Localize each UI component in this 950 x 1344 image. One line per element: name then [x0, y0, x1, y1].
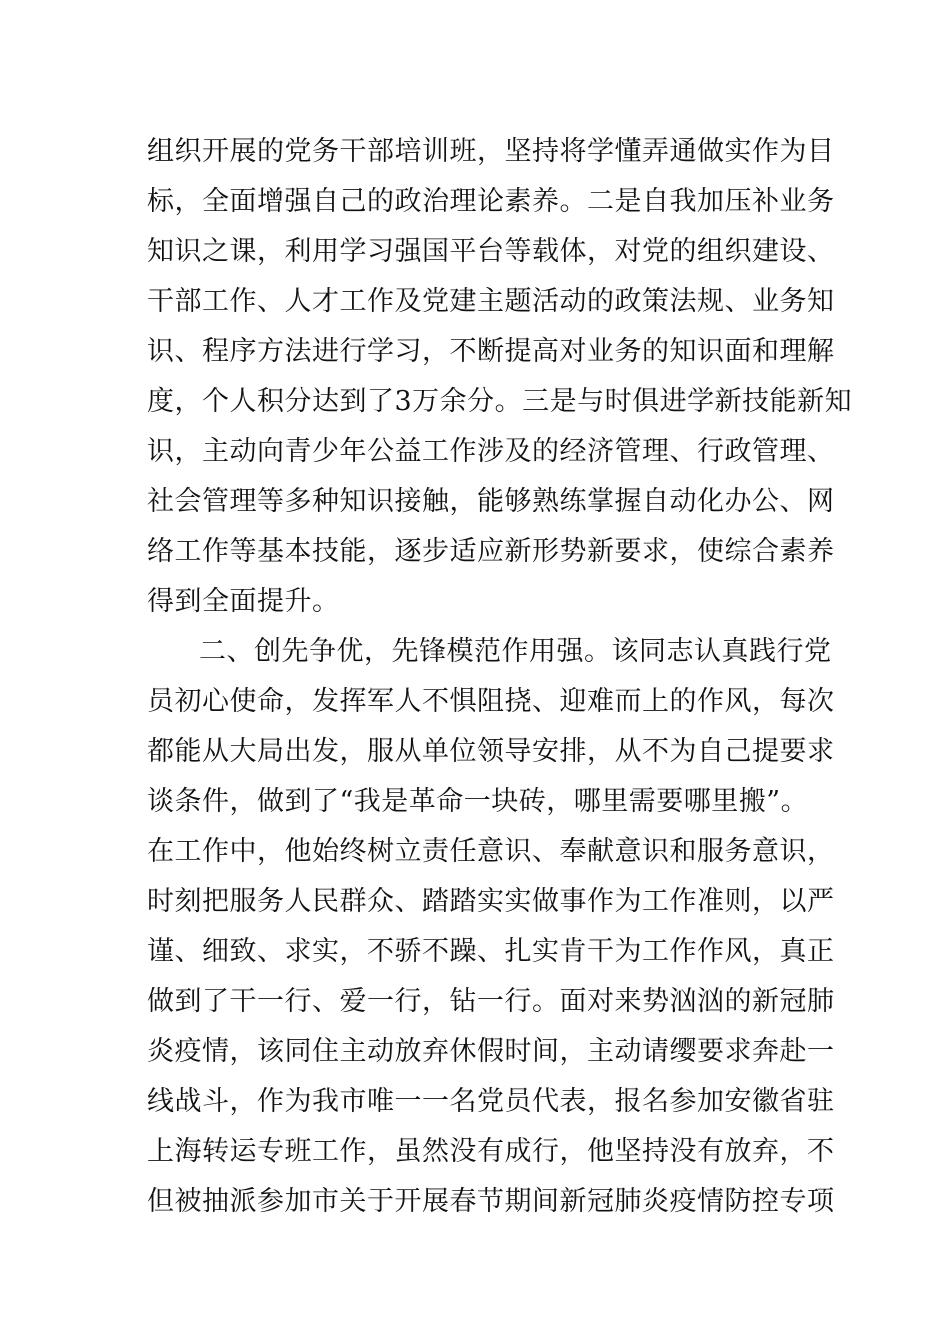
text-line: 络工作等基本技能，逐步适应新形势新要求，使综合素养: [147, 536, 835, 567]
text-line: 得到全面提升。: [147, 586, 340, 617]
text-line: 度，个人积分达到了3万余分。三是与时俱进学新技能新知: [147, 386, 853, 417]
text-line: 谈条件，做到了“我是革命一块砖，哪里需要哪里搬”。: [147, 786, 809, 817]
text-line: 知识之课，利用学习强国平台等载体，对党的组织建设、: [147, 236, 835, 267]
text-line: 线战斗，作为我市唯一一名党员代表，报名参加安徽省驻: [147, 1086, 835, 1117]
text-line: 员初心使命，发挥军人不惧阻挠、迎难而上的作风，每次: [147, 686, 835, 717]
text-line: 做到了干一行、爱一行，钻一行。面对来势汹汹的新冠肺: [147, 986, 835, 1017]
text-line: 识，主动向青少年公益工作涉及的经济管理、行政管理、: [147, 436, 835, 467]
text-line: 谨、细致、求实，不骄不躁、扎实肯干为工作作风，真正: [147, 936, 835, 967]
text-line: 时刻把服务人民群众、踏踏实实做事作为工作准则，以严: [147, 886, 835, 917]
text-line: 组织开展的党务干部培训班，坚持将学懂弄通做实作为目: [147, 136, 835, 167]
text-line: 但被抽派参加市关于开展春节期间新冠肺炎疫情防控专项: [147, 1186, 835, 1217]
text-line: 在工作中，他始终树立责任意识、奉献意识和服务意识，: [147, 836, 835, 867]
text-line: 上海转运专班工作，虽然没有成行，他坚持没有放弃，不: [147, 1136, 835, 1167]
text-line: 标，全面增强自己的政治理论素养。二是自我加压补业务: [147, 186, 835, 217]
text-line: 都能从大局出发，服从单位领导安排，从不为自己提要求: [147, 736, 835, 767]
text-line: 社会管理等多种知识接触，能够熟练掌握自动化办公、网: [147, 486, 835, 517]
text-line: 炎疫情，该同住主动放弃休假时间，主动请缨要求奔赴一: [147, 1036, 835, 1067]
text-line: 干部工作、人才工作及党建主题活动的政策法规、业务知: [147, 286, 835, 317]
text-line: 识、程序方法进行学习，不断提高对业务的知识面和理解: [147, 336, 835, 367]
section-heading-line: 二、创先争优，先锋模范作用强。该同志认真践行党: [199, 636, 832, 667]
